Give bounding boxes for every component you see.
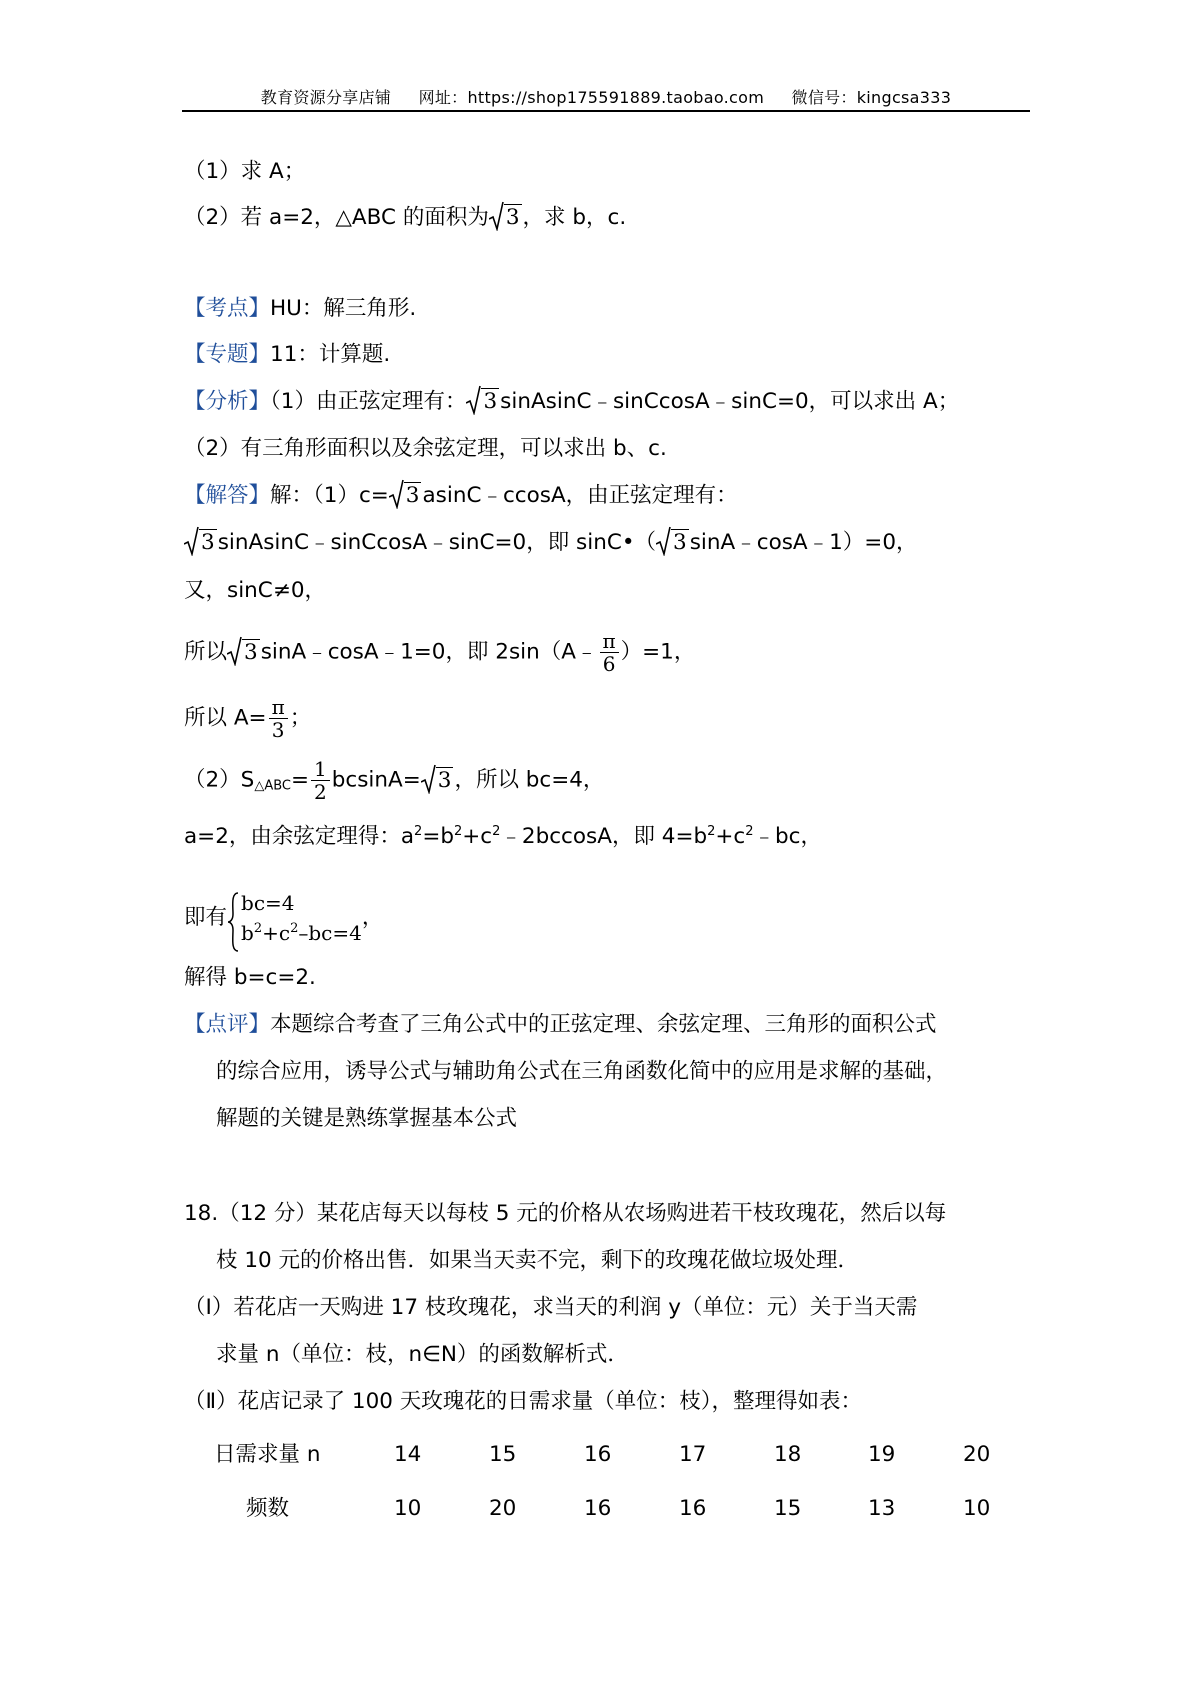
table-row-label-frequency: 频数 <box>246 1496 290 1521</box>
header-site: 网址：https://shop175591889.taobao.com <box>418 88 765 107</box>
header-wechat: 微信号：kingcsa333 <box>791 88 952 107</box>
table-cell-frequency: 15 <box>774 1496 802 1521</box>
sqrt-expression: 3 <box>389 481 422 511</box>
jieda-line-5: 所以 A= $\frac{\pi}{3}$ ； <box>184 695 312 742</box>
jieda-line-6: $(2)S_{\triangle ABC}=$ $\frac{1}{2}$ bcsinA= 3 ，所以 bc=4， <box>184 757 605 804</box>
header-divider <box>182 110 1030 112</box>
table-cell-demand: 14 <box>394 1442 422 1467</box>
fenxi-line-1: 【分析】（1）由正弦定理有： 3 sinAsinC﹣sinCcosA﹣sinC=0，可以求出 A； <box>184 387 959 417</box>
table-cell-demand: 19 <box>868 1442 896 1467</box>
jieda-tag: 【解答】 <box>184 483 271 508</box>
jieda-line-2: 3 sinAsinC﹣sinCcosA﹣sinC=0，即 sinC•（ 3 sinA﹣cosA﹣1）=0， <box>184 528 918 558</box>
dianping-line-3: 解题的关键是熟练掌握基本公式 <box>216 1106 518 1131</box>
zhuanti-line: 【专题】11：计算题. <box>184 342 391 367</box>
fenxi-line-2: （2）有三角形面积以及余弦定理，可以求出 b、c. <box>184 436 667 461</box>
dianping-line-2: 的综合应用，诱导公式与辅助角公式在三角函数化简中的应用是求解的基础， <box>216 1059 948 1084</box>
table-cell-frequency: 10 <box>963 1496 991 1521</box>
sqrt-expression: 3 <box>421 766 454 796</box>
zhuanti-tag: 【专题】 <box>184 342 271 367</box>
kaodian-tag: 【考点】 <box>184 296 271 321</box>
dianping-line-1: 【点评】本题综合考查了三角公式中的正弦定理、余弦定理、三角形的面积公式 <box>184 1012 937 1037</box>
q17-part1: （1）求 A； <box>184 159 306 184</box>
fraction-pi-over-3: $\frac{\pi}{3}$ <box>269 696 288 741</box>
sqrt-expression: 3 <box>489 203 522 233</box>
dianping-tag: 【点评】 <box>184 1012 271 1037</box>
page-header <box>182 85 1030 108</box>
q17-part2: （2）若 a=2，△ABC 的面积为 3 ，求 b，c. <box>184 203 626 233</box>
q18-line-2: 枝 10 元的价格出售．如果当天卖不完，剩下的玫瑰花做垃圾处理． <box>216 1248 860 1273</box>
q18-line-1: 18.（12 分）某花店每天以每枝 5 元的价格从农场购进若干枝玫瑰花，然后以每 <box>184 1201 947 1226</box>
q18-part2-line: （Ⅱ）花店记录了 100 天玫瑰花的日需求量（单位：枝），整理得如表： <box>184 1389 863 1414</box>
jieda-line-8: 即有 bc=4 $b^2+c^2-bc=4$ ， <box>184 888 383 948</box>
equation-system: bc=4 $b^2+c^2-bc=4$ <box>227 888 362 948</box>
sqrt-expression: 3 <box>466 387 499 417</box>
table-cell-demand: 17 <box>679 1442 707 1467</box>
q18-part1-line-2: 求量 n（单位：枝，n∈N）的函数解析式． <box>216 1342 629 1367</box>
kaodian-line: 【考点】HU：解三角形. <box>184 296 417 321</box>
fraction-pi-over-6: $\frac{\pi}{6}$ <box>600 630 619 675</box>
jieda-line-9: 解得 b=c=2. <box>184 965 316 990</box>
jieda-line-3: 又，sinC≠0， <box>184 578 327 603</box>
table-cell-frequency: 20 <box>489 1496 517 1521</box>
jieda-line-1: 【解答】解：（1）c= 3 asinC﹣ccosA，由正弦定理有： <box>184 481 738 511</box>
table-cell-frequency: 10 <box>394 1496 422 1521</box>
sqrt-expression: 3 <box>227 638 260 668</box>
table-cell-demand: 18 <box>774 1442 802 1467</box>
q18-part1-line-1: （Ⅰ）若花店一天购进 17 枝玫瑰花，求当天的利润 y（单位：元）关于当天需 <box>184 1295 918 1320</box>
table-cell-frequency: 16 <box>679 1496 707 1521</box>
jieda-line-7: a=2，由余弦定理得：$a^2=b^2+c^2﹣2bccosA$，即 $4=b^2+c^2﹣bc$， <box>184 824 822 849</box>
table-cell-demand: 15 <box>489 1442 517 1467</box>
jieda-line-4: 所以 3 sinA﹣cosA﹣1=0，即 2sin（A﹣ $\frac{\pi}{6}$ ）=1， <box>184 629 696 676</box>
table-row-label-demand: 日需求量 n <box>214 1442 321 1467</box>
table-cell-frequency: 13 <box>868 1496 896 1521</box>
sqrt-expression: 3 <box>184 528 217 558</box>
fenxi-tag: 【分析】 <box>184 389 271 414</box>
header-shop: 教育资源分享店铺 <box>260 88 392 107</box>
sqrt-expression: 3 <box>656 528 689 558</box>
fraction-one-half: $\frac{1}{2}$ <box>311 758 330 803</box>
table-cell-demand: 16 <box>584 1442 612 1467</box>
table-cell-demand: 20 <box>963 1442 991 1467</box>
table-cell-frequency: 16 <box>584 1496 612 1521</box>
